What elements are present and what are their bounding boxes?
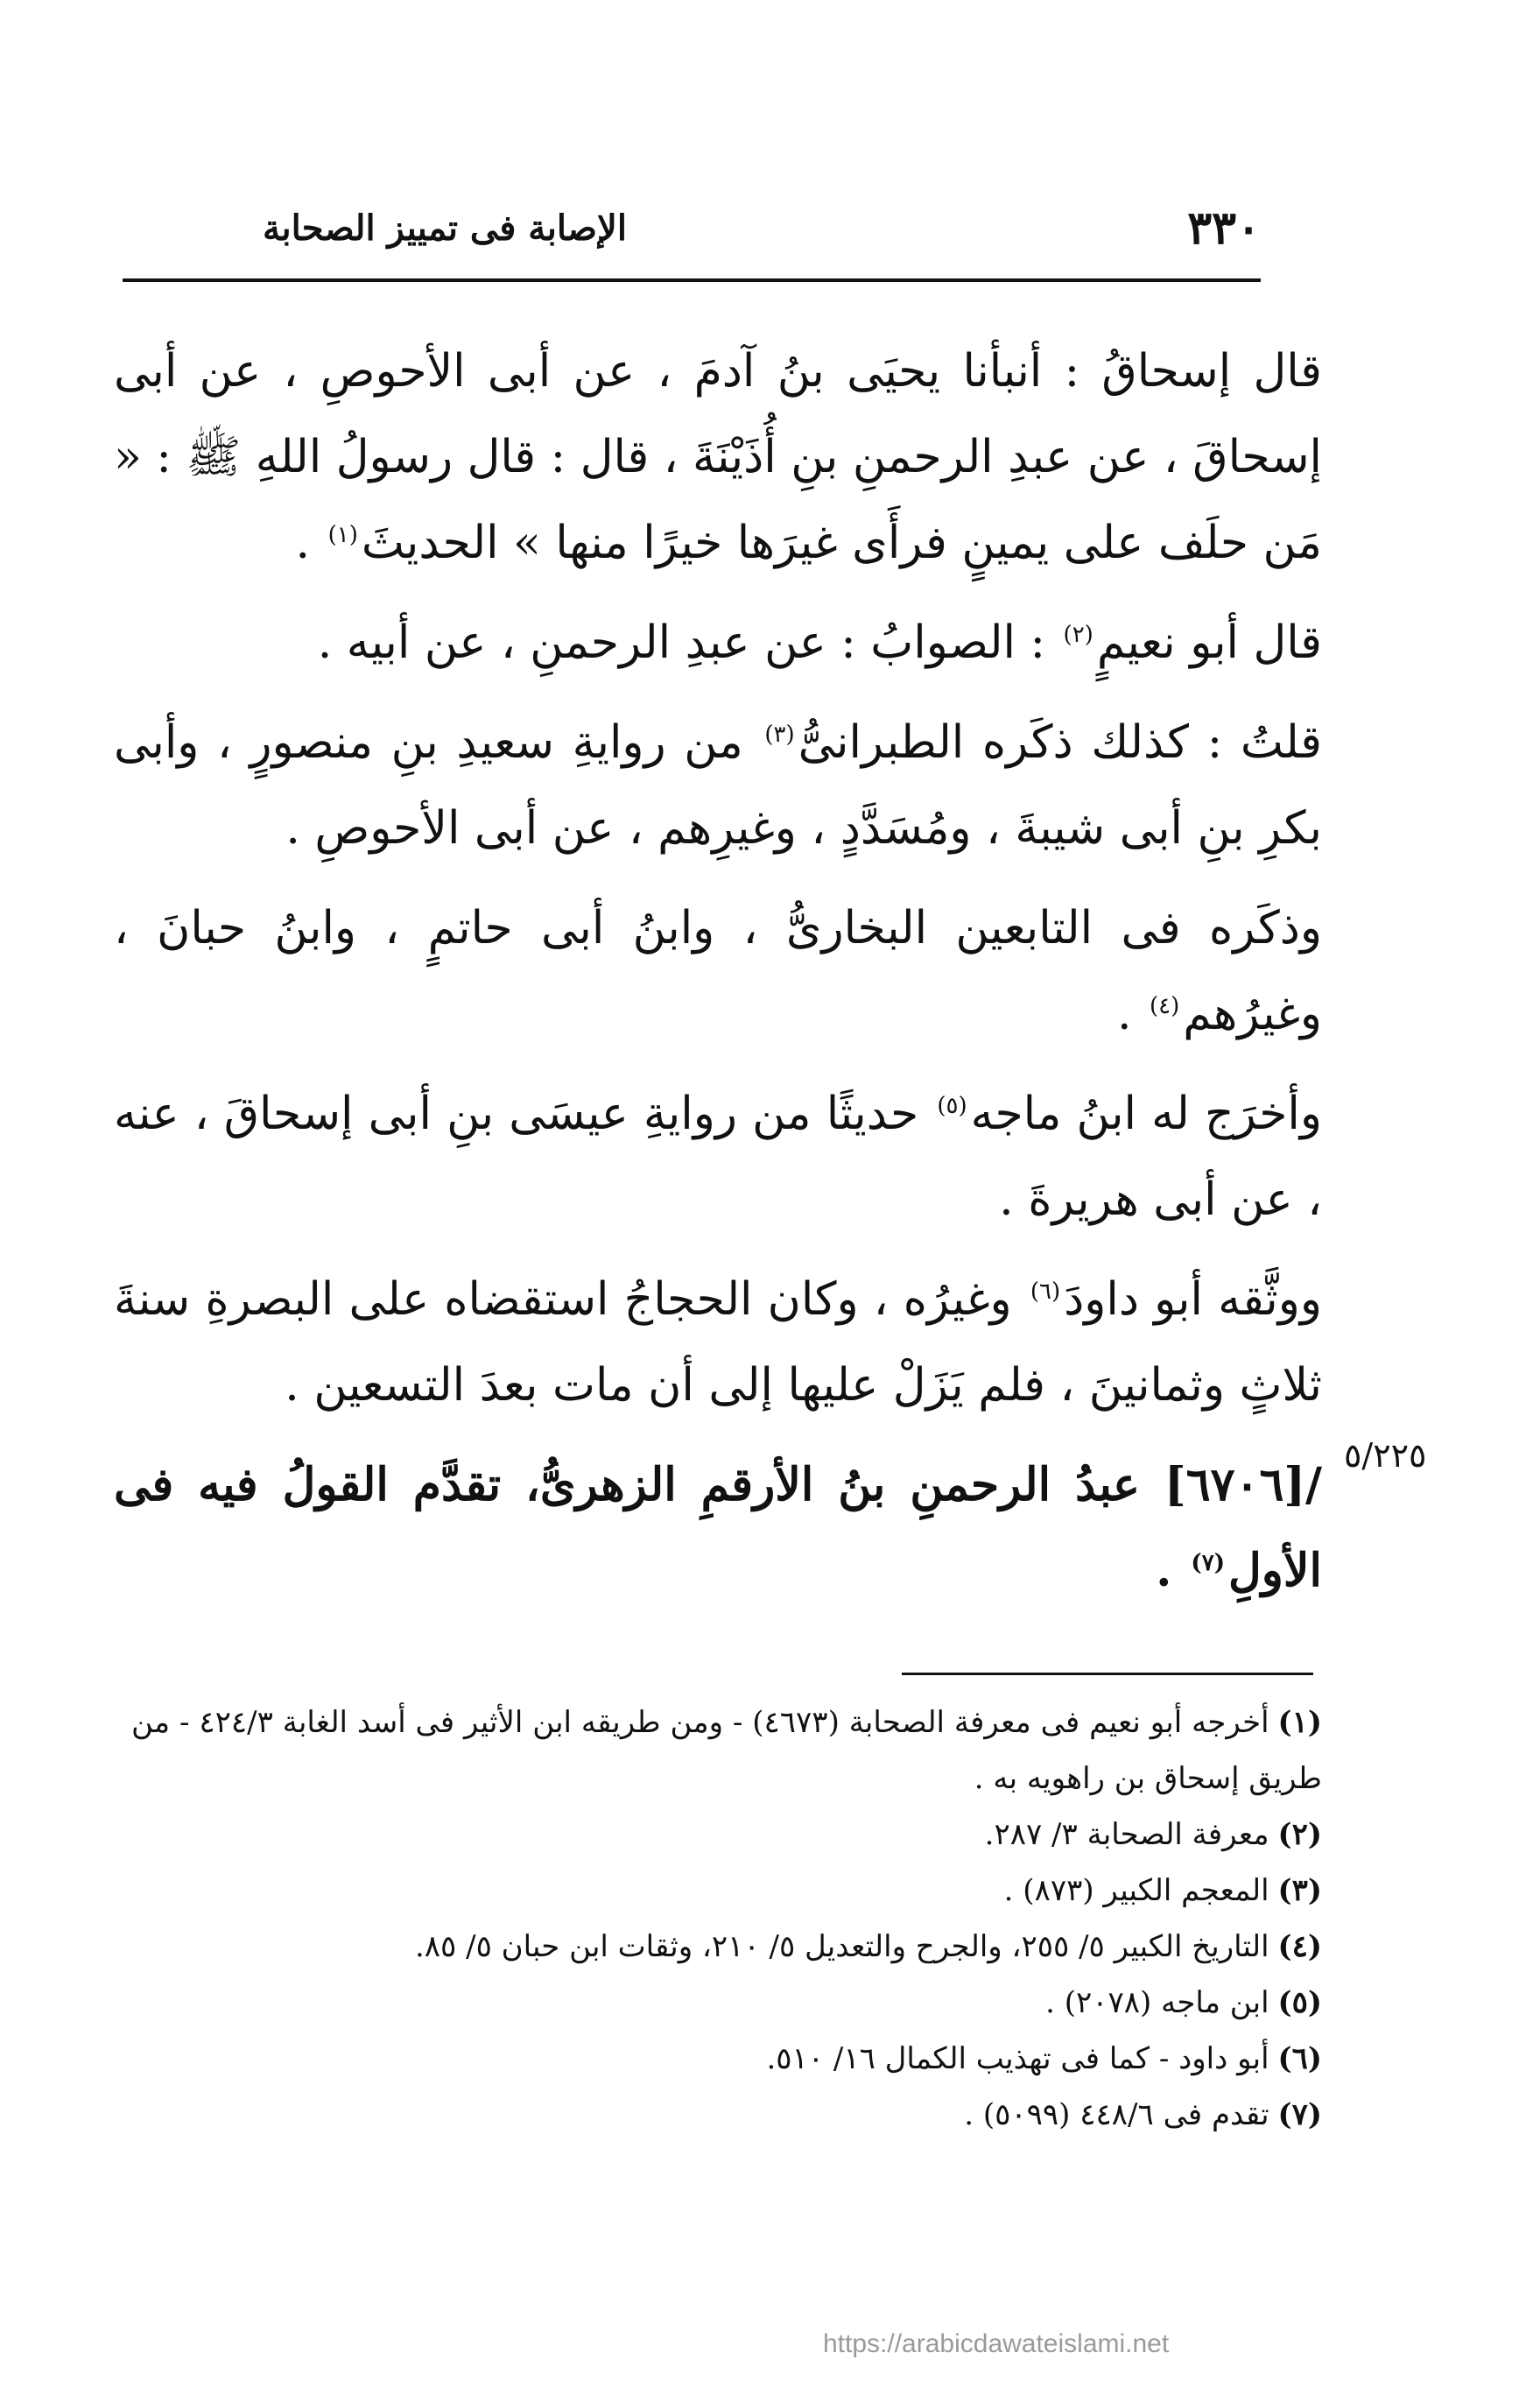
header-divider [123, 278, 1261, 282]
footnote-number: (٥) [1277, 1985, 1322, 2020]
margin-reference: ٥/٢٢٥ [1344, 1436, 1427, 1475]
footnote-number: (٢) [1277, 1817, 1322, 1852]
footnote-ref[interactable]: (٢) [1063, 621, 1093, 648]
paragraph: وذكَره فى التابعين البخارىُّ ، وابنُ أبى حاتمٍ ، وابنُ حبانَ ، وغيرُهم$^{(٤)}$ . [114, 902, 1322, 1040]
footnote-divider [902, 1673, 1313, 1675]
footnote: (٢)معرفة الصحابة ٣/ ٢٨٧. [984, 1817, 1322, 1852]
main-text [114, 328, 1322, 1628]
paragraph: وأخرَج له ابنُ ماجه$^{(٥)}$ حديثًا من روايةِ عيسَى بنِ أبى إسحاقَ ، عنه ، عن أبى هريرةَ . [114, 1088, 1322, 1226]
footnote: (٣)المعجم الكبير (٨٧٣) . [1003, 1873, 1322, 1908]
paragraph: قال أبو نعيمٍ$^{(٢)}$ : الصوابُ : عن عبدِ الرحمنِ ، عن أبيه . [317, 616, 1322, 669]
footnote: (٤)التاريخ الكبير ٥/ ٢٥٥، والجرح والتعديل ٥/ ٢١٠، وثقات ابن حبان ٥/ ٨٥. [414, 1929, 1322, 1964]
footnote-number: (٧) [1277, 2097, 1322, 2132]
watermark-url: https://arabicdawateislami.net [823, 2329, 1170, 2358]
footnotes [131, 1694, 1322, 2143]
paragraph: قلتُ : كذلك ذكَره الطبرانىُّ$^{(٣)}$ من روايةِ سعيدِ بنِ منصورٍ ، وأبى بكرِ بنِ أبى شيبةَ ، ومُسَدَّدٍ ، وغيرِهم ، عن أبى الأحوصِ . [114, 716, 1322, 855]
footnote-ref[interactable]: (١) [327, 521, 358, 548]
page-number: ٣٣٠ [1187, 201, 1261, 255]
footnote-ref[interactable]: (٣) [764, 721, 795, 748]
footnote-number: (١) [1277, 1705, 1322, 1740]
footnote-number: (٦) [1277, 2041, 1322, 2076]
footnote: (٥)ابن ماجه (٢٠٧٨) . [1045, 1985, 1322, 2020]
paragraph: قال إسحاقُ : أنبأنا يحيَى بنُ آدمَ ، عن أبى الأحوصِ ، عن أبى إسحاقَ ، عن عبدِ الرحمنِ بنِ أُذَيْنَةَ ، قال : قال رسولُ اللهِ ﷺ : « مَن حلَف على يمينٍ فرأَى غيرَها خيرًا منها » الحديثَ$^{(١)}$ . [114, 345, 1322, 569]
page-header [123, 197, 1261, 258]
footnote: (١)أخرجه أبو نعيم فى معرفة الصحابة (٤٦٧٣) - ومن طريقه ابن الأثير فى أسد الغابة ٤٢٤/٣ - من طريق إسحاق بن راهويه به . [131, 1705, 1322, 1796]
footnote-number: (٣) [1277, 1873, 1322, 1908]
entry-paragraph: /[٦٧٠٦] عبدُ الرحمنِ بنُ الأرقمِ الزهرىُّ، تقدَّم القولُ فيه فى الأولِ$^{(٧)}$ . [114, 1458, 1322, 1597]
footnote-ref[interactable]: (٦) [1030, 1278, 1061, 1305]
footnote: (٦)أبو داود - كما فى تهذيب الكمال ١٦/ ٥١٠. [766, 2041, 1322, 2076]
footnote-ref[interactable]: (٥) [937, 1092, 967, 1119]
book-title: الإصابة فى تمييز الصحابة [263, 207, 627, 249]
paragraph: ووثَّقه أبو داودَ$^{(٦)}$ وغيرُه ، وكان الحجاجُ استقضاه على البصرةِ سنةَ ثلاثٍ وثمانينَ ، فلم يَزَلْ عليها إلى أن مات بعدَ التسعين . [114, 1273, 1323, 1412]
footnote-ref[interactable]: (٤) [1150, 992, 1180, 1019]
footnote-number: (٤) [1277, 1929, 1322, 1964]
footnote-ref[interactable]: (٧) [1191, 1549, 1225, 1576]
footnote: (٧)تقدم فى ٤٤٨/٦ (٥٠٩٩) . [964, 2097, 1322, 2132]
